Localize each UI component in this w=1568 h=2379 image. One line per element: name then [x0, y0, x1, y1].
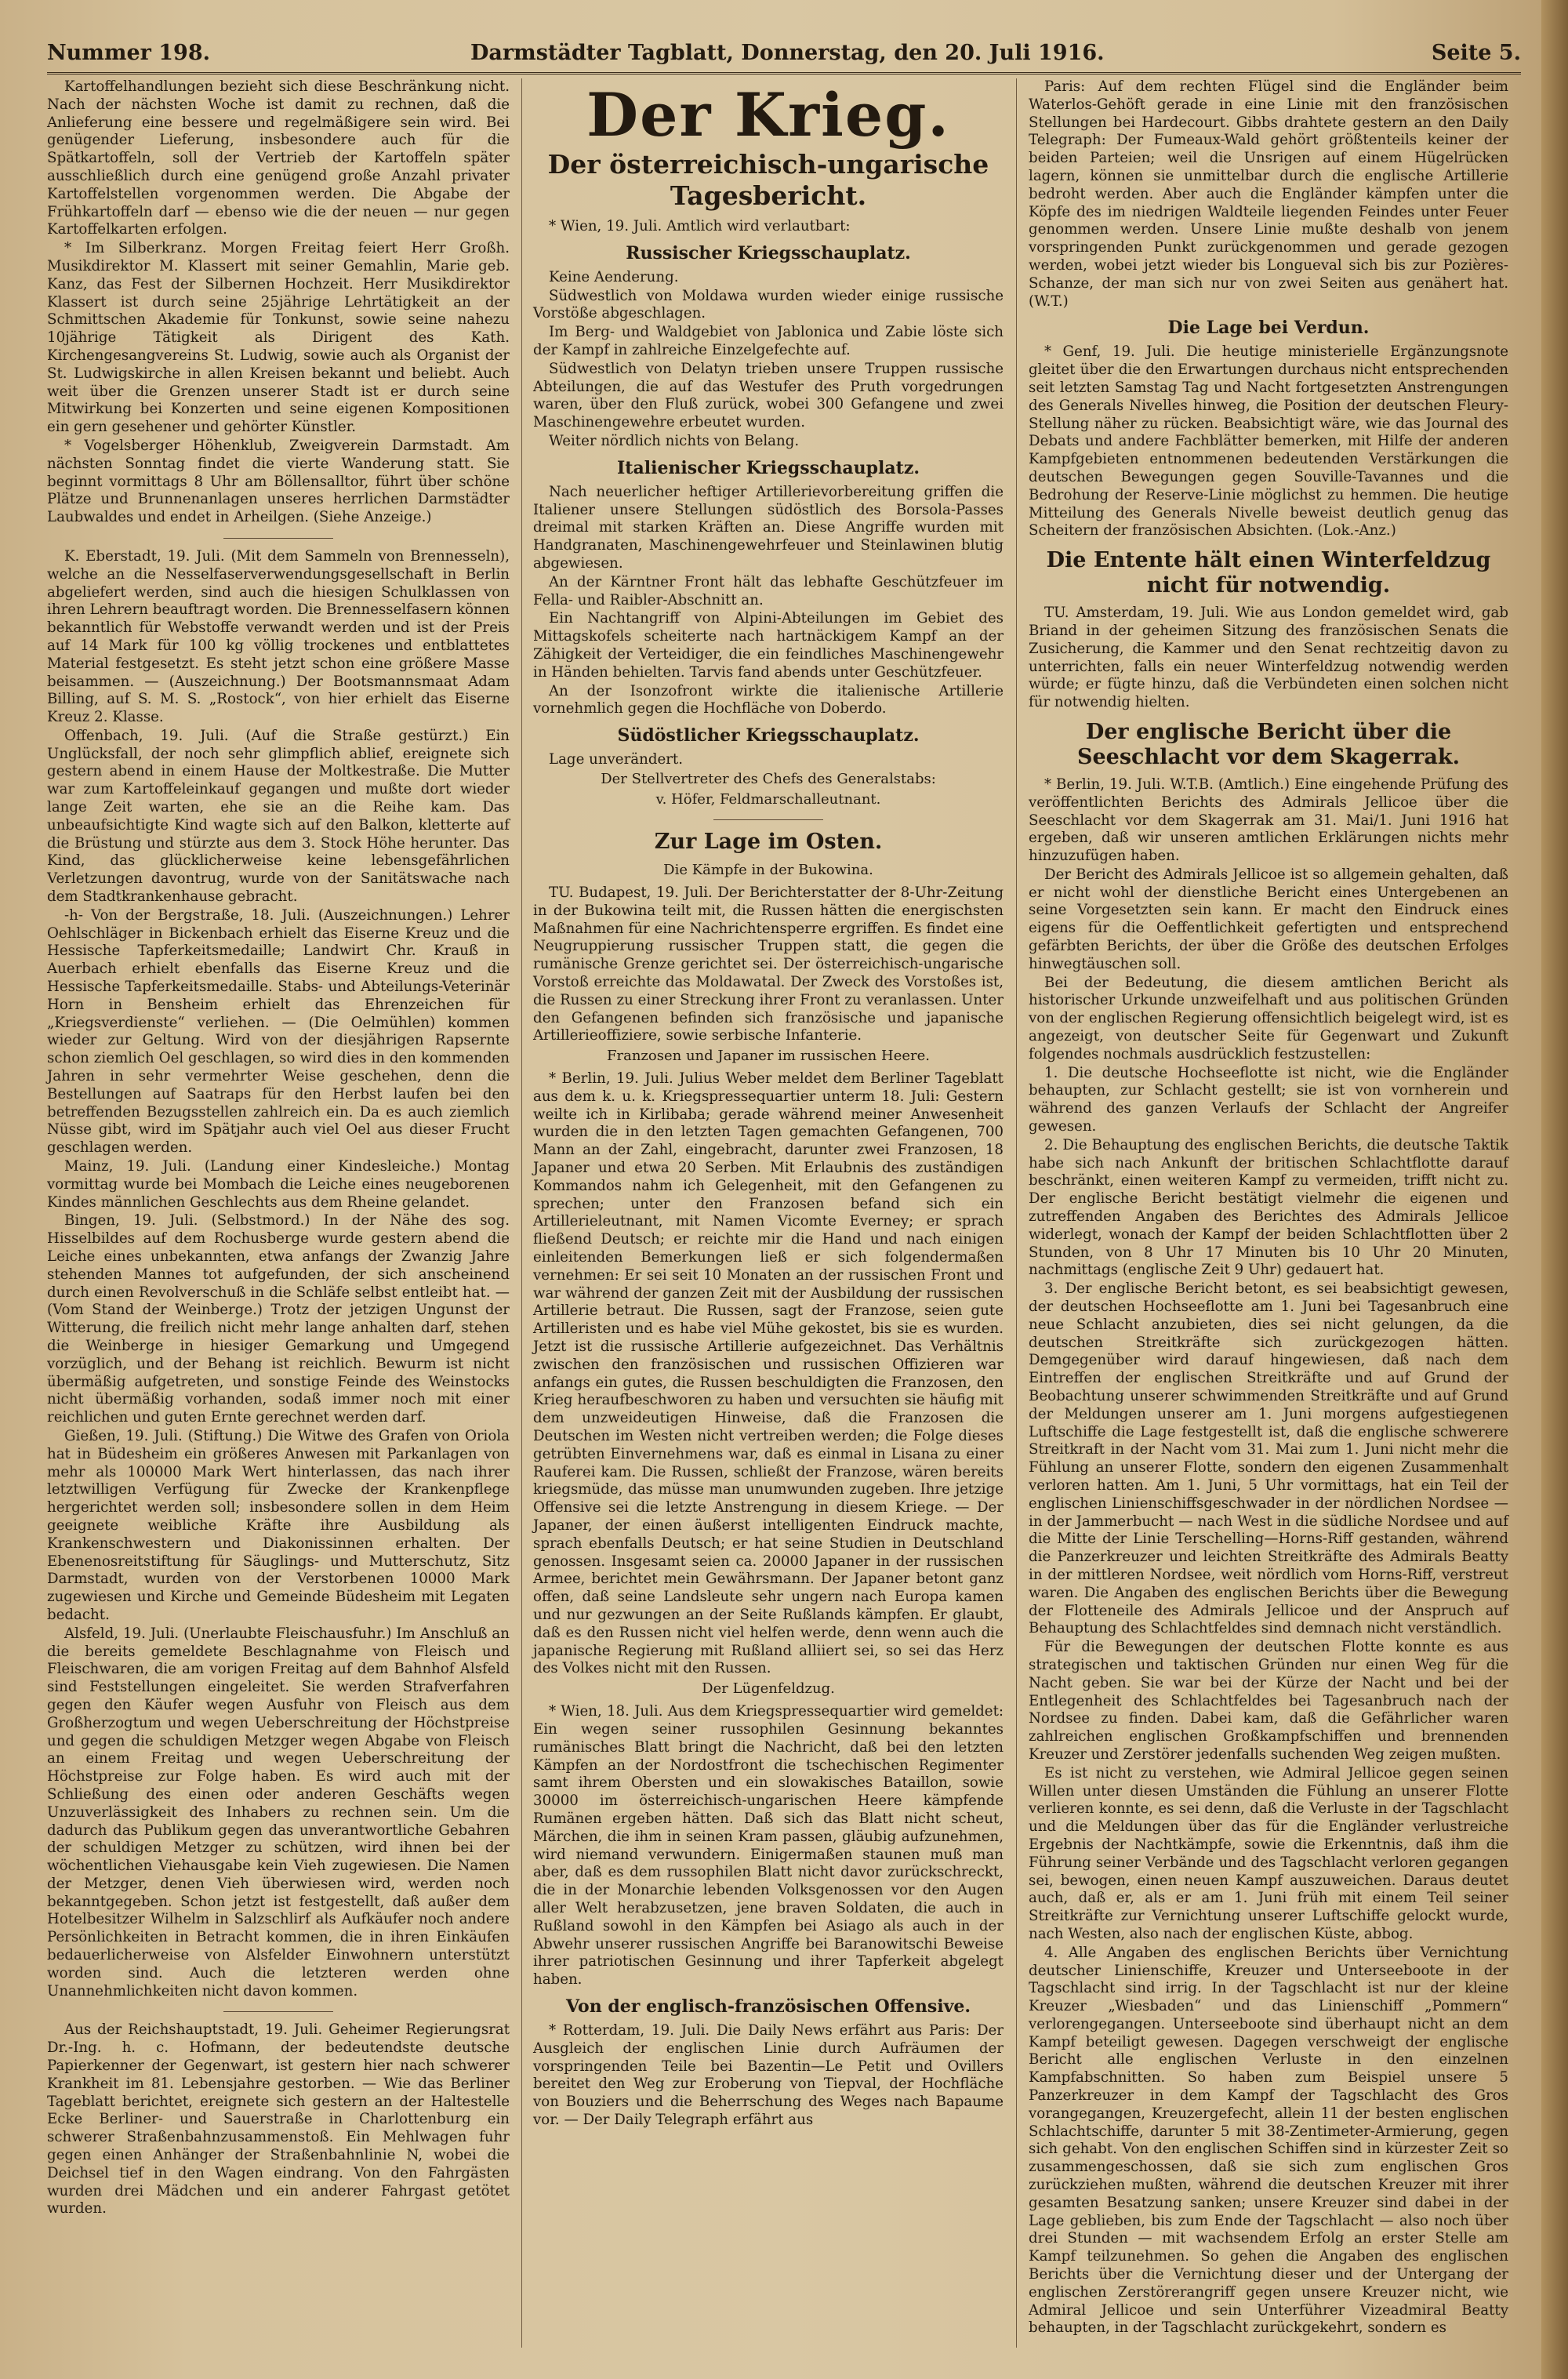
paragraph: Es ist nicht zu verstehen, wie Admiral Jellicoe gegen seinen Willen unter diesen Umständen die Fühlung an unserer Flotte verlieren konnte, es sei denn, daß die Verluste in der Tagschlacht und die Meldungen über das für die Engländer verlustreiche Ergebnis der Nachtkämpfe, sowie die Erkenntnis, daß ihm die Führung seiner Verbände und des Tagschlacht verloren gegangen sei, bewogen, einen neuen Kampf auszuweichen. Daraus deutet auch, daß er, als er am 1. Juni früh mit einem Teil seiner Streitkräfte zur Vernichtung unserer Luftschiffe gelockt wurde, nach Westen, also nach der englischen Küste, abbog. [1029, 1764, 1508, 1942]
divider [223, 2011, 333, 2012]
article-vogelsberger: * Vogelsberger Höhenklub, Zweigverein Darmstadt. Am nächsten Sonntag findet die vierte Wanderung statt. Sie beginnt vormittags 8 Uhr am Böllensalltor, führt über schöne Plätze und Brunnenanlagen unseres herrlichen Darmstädter Laubwaldes und endet in Arheilgen. (Siehe Anzeige.) [47, 437, 510, 526]
heading-skagerrak: Der englische Bericht über die Seeschlacht vor dem Skagerrak. [1077, 719, 1460, 769]
paragraph: TU. Budapest, 19. Juli. Der Berichterstatter der 8-Uhr-Zeitung in der Bukowina teilt mit, die Russen hätten die energischsten Maßnahmen für eine Nachrichtensperre ergriffen. Es findet eine Neugruppierung russischer Truppen statt, die gegen die rumänische Grenze gerichtet sei. Der österreichisch-ungarische Vorstoß erreichte das Moldawatal. Der Zweck des Vorstoßes ist, die Russen zu einer Streckung ihrer Front zu veranlassen. Unter den Gefangenen befinden sich französische und japanische Artillerieoffiziere, sowie serbische Infanterie. [533, 884, 1004, 1044]
paragraph: Nach neuerlicher heftiger Artillerievorbereitung griffen die Italiener unsere Stellungen südöstlich des Borsola-Passes dreimal mit starken Kräften an. Diese Angriffe wurden mit Handgranaten, Maschinengewehrfeuer und Steinlawinen blutig abgewiesen. [533, 483, 1004, 572]
paragraph: * Berlin, 19. Juli. W.T.B. (Amtlich.) Eine eingehende Prüfung des veröffentlichten Berichts des Admirals Jellicoe über die Seeschlacht vor dem Skagerrak am 31. Mai/1. Juni 1916 hat ergeben, daß wir unseren amtlichen Erklärungen nichts mehr hinzuzufügen haben. [1029, 775, 1508, 865]
article-alsfeld: Alsfeld, 19. Juli. (Unerlaubte Fleischausfuhr.) Im Anschluß an die bereits gemeldete Beschlagnahme von Fleisch und Fleischwaren, die am vorigen Freitag auf dem Bahnhof Alsfeld sind Feststellungen eingeleitet. Sie werden Strafverfahren gegen den Käufer wegen Ausfuhr von Fleisch aus dem Großherzogtum und wegen Ueberschreitung der Höchstpreise und gegen die schuldigen Metzger wegen Abgabe von Fleisch an einem Freitag und wegen Ueberschreitung der Höchstpreise zur Folge haben. Es wird auch mit der Schließung des einen oder anderen Geschäfts wegen Unzuverlässigkeit des Inhabers zu rechnen sein. Um die dadurch das Publikum gegen das unverantwortliche Gebahren der schuldigen Metzger zu schützen, wird ihnen bei der wöchentlichen Viehausgabe kein Vieh zugewiesen. Die Namen der Metzger, denen Vieh überwiesen wird, werden noch bekanntgegeben. Schon jetzt ist festgestellt, daß außer dem Hotelbesitzer Wilhelm in Salzschlirf als Aufkäufer noch andere Persönlichkeiten in Betracht kommen, die in ihren Einkäufen bedauerlicherweise von Alsfelder Einwohnern unterstützt worden sind. Auch die letzteren werden ohne Unannehmlichkeiten nicht davon kommen. [47, 1625, 510, 1999]
paragraph: Ein Nachtangriff von Alpini-Abteilungen im Gebiet des Mittagskofels scheiterte nach hartnäckigem Kampf an der Zähigkeit der Verteidiger, die ein feindliches Maschinengewehr in Händen behielten. Tarvis fand abends unter Geschützfeuer. [533, 610, 1004, 681]
heading-verdun: Die Lage bei Verdun. [1167, 318, 1370, 339]
article-eberstadt: K. Eberstadt, 19. Juli. (Mit dem Sammeln von Brennesseln), welche an die Nesselfaserverwendungsgesellschaft in Berlin abgeliefert werden, sind auch die hiesigen Schulklassen von ihren Lehrern beauftragt worden. Die Brennesselfasern können bekanntlich für Webstoffe verwandt werden und ist der Preis auf 14 Mark für 100 kg völlig trockenes und entblattetes Material festgesetzt. Es steht jetzt schon eine größere Masse beisammen. — (Auszeichnung.) Der Bootsmannsmaat Adam Billing, auf S. M. S. „Rostock“, von hier erhielt das Eiserne Kreuz 2. Klasse. [47, 547, 510, 726]
paragraph: An der Isonzofront wirkte die italienische Artillerie vornehmlich gegen die Hochfläche von Doberdo. [533, 682, 1004, 717]
page-spine-edge [1541, 0, 1568, 2379]
paragraph: 4. Alle Angaben des englischen Berichts über Vernichtung deutscher Linienschiffe, Kreuzer und Unterseeboote in der Tagschlacht sind irrig. In der Tagschlacht ist nur der kleine Kreuzer „Wiesbaden“ und das Linienschiff „Pommern“ verlorengegangen. Unterseeboote sind überhaupt nicht an dem Kampf beteiligt gewesen. Dagegen verschweigt der englische Bericht alle englischen Verluste in den einzelnen Kampfabschnitten. So haben zum Beispiel unsere 5 Panzerkreuzer in dem Kampf der Tagschlacht des Gros vorangegangen, Kreuzergefecht, allein 11 der besten englischen Schlachtschiffe, darunter 5 mit 38-Zentimeter-Armierung, gegen sich gehabt. Von den englischen Schiffen sind in kürzester Zeit so zusammengeschossen, daß sie sich zum englischen Gros zurückziehen mußten, während die deutschen Kreuzer mit ihrer gesamten Besatzung sanken; unsere Kreuzer sind dabei in der Lage geblieben, bis zum Ende der Tagschlacht — also noch über drei Stunden — mit wachsendem Erfolg an erster Stelle am Kampf teilzunehmen. So gehen die Angaben des englischen Berichts über die Vernichtung dieser und der Untergang der englischen Zerstörerangriff gegen unsere Kreuzer nicht, wie Admiral Jellicoe und sein Unterführer Vizeadmiral Beatty behaupten, in der Tagschlacht zurückgekehrt, sondern es [1029, 1944, 1508, 2337]
column-rule-1 [521, 78, 522, 2348]
paragraph: 2. Die Behauptung des englischen Berichts, die deutsche Taktik habe sich nach Ankunft der britischen Schlachtflotte darauf beschränkt, einen weiteren Kampf zu vermeiden, trifft nicht zu. Der englische Bericht bestätigt vielmehr die eigenen und zutreffenden Angaben des Berichtes des Admirals Jellicoe widerlegt, wonach der Kampf der beiden Schlachtflotten über 2 Stunden, von 8 Uhr 17 Minuten bis 10 Uhr 20 Minuten, nachmittags (englische Zeit 9 Uhr) gedauert hat. [1029, 1136, 1508, 1279]
heading-winterfeldzug: Die Entente hält einen Winterfeldzug nicht für notwendig. [1046, 548, 1491, 598]
divider [713, 819, 823, 820]
paragraph: 3. Der englische Bericht betont, es sei beabsichtigt gewesen, der deutschen Hochseeflotte am 1. Juni bei Tagesanbruch eine neue Schlacht anzubieten, dies sei nicht gelungen, da die deutschen Streitkräfte sich zurückgezogen hätten. Demgegenüber wird darauf hingewiesen, daß nach dem Eintreffen der englischen Streitkräfte und auf Grund der Beobachtung unserer schwimmenden Streitkräfte und auf Grund der Meldungen unserer am 1. Juni morgens aufgestiegenen Luftschiffe die Lage festgestellt ist, daß die englische schwerere Streitkraft in der Nacht vom 31. Mai zum 1. Juni nicht mehr die Fühlung an unserer Flotte, sondern den eigenen Zusammenhalt verloren hatten. Am 1. Juni, 5 Uhr vormittags, hat ein Teil der englischen Linienschiffsgeschwader in der nördlichen Nordsee — in der Jammerbucht — nach West in die südliche Nordsee und auf die Mitte der Linie Terschelling—Horns-Riff gestanden, während die Panzerkreuzer und leichten Streitkräfte des Admirals Beatty in der mittleren Nordsee, weit nördlich vom Horns-Riff, verstreut waren. Die Angaben des englischen Berichts über die Bewegung der Flotteneile des Admirals Jellicoe und der Anspruch auf Behauptung des Schlachtfeldes sind demnach nicht verständlich. [1029, 1280, 1508, 1637]
article-bingen: Bingen, 19. Juli. (Selbstmord.) In der Nähe des sog. Hisselbildes auf dem Rochusberge wurde gestern abend die Leiche eines unbekannten, etwa anfangs der Zwanzig Jahre stehenden Mannes tot aufgefunden, der sich anscheinend durch einen Revolverschuß in die Schläfe selbst entleibt hat. — (Vom Stand der Weinberge.) Trotz der jetzigen Ungunst der Witterung, die freilich nicht mehr lange anhalten darf, stehen die Weinberge in hiesiger Gemarkung und Umgegend vorzüglich, und der Behang ist reichlich. Bewurm ist nicht übermäßig aufgetreten, und sonstige Feinde des Weinstocks nicht übermäßig vorhanden, sodaß immer noch mit einer reichlichen und guten Ernte gerechnet werden darf. [47, 1212, 510, 1426]
article-kartoffel: Kartoffelhandlungen bezieht sich diese Beschränkung nicht. Nach der nächsten Woche ist damit zu rechnen, daß die Anlieferung eine bessere und regelmäßigere sein wird. Bei genügender Lieferung, insbesondere auch für die Spätkartoffeln, soll der Vertrieb der Kartoffeln später ausschließlich durch eine genügend große Anzahl privater Kartoffelstellen vorgenommen werden. Die Abgabe der Frühkartoffeln darf — ebenso wie die der neuen — nur gegen Kartoffelkarten erfolgen. [47, 78, 510, 238]
article-offenbach: Offenbach, 19. Juli. (Auf die Straße gestürzt.) Ein Unglücksfall, der noch sehr glimpflich ablief, ereignete sich gestern abend in einem Hause der Moltkestraße. Die Mutter war zum Kartoffeleinkauf gegangen und mußte dort wieder lange Zeit warten, ehe sie an die Reihe kam. Das unbeaufsichtigte Kind wagte sich auf den Balkon, kletterte auf die Brüstung und stürzte aus dem 3. Stock Höhe herunter. Das Kind, das glücklicherweise keine lebensgefährlichen Verletzungen davontrug, wurde von der Sanitätswache nach dem Stadtkrankenhause gebracht. [47, 727, 510, 906]
heading-offensive: Von der englisch-französischen Offensive. [565, 1996, 971, 2017]
paragraph: Südwestlich von Delatyn trieben unsere Truppen russische Abteilungen, die auf das Westufer des Pruth vorgedrungen waren, über den Fluß zurück, wobei 300 Gefangene und zwei Maschinengewehre erbeutet wurden. [533, 360, 1004, 431]
paragraph: Bei der Bedeutung, die diesem amtlichen Bericht als historischer Urkunde unzweifelhaft und aus politischen Gründen von der englischen Regierung offensichtlich beigelegt wird, ist es angezeigt, von deutscher Seite für Gegenwart und Zukunft folgendes nochmals ausdrücklich festzustellen: [1029, 974, 1508, 1062]
paragraph: 1. Die deutsche Hochseeflotte ist nicht, wie die Engländer behaupten, zur Schlacht gestellt; sie ist von vornherein und während des ganzen Verlaufs der Schlacht der Angreifer gewesen. [1029, 1064, 1508, 1135]
paragraph: An der Kärntner Front hält das lebhafte Geschützfeuer im Fella- und Raibler-Abschnitt an. [533, 573, 1004, 608]
heading-italian-front: Italienischer Kriegsschauplatz. [617, 457, 920, 478]
section-title-der-krieg: Der Krieg. [586, 80, 950, 150]
article-mainz: Mainz, 19. Juli. (Landung einer Kindesleiche.) Montag vormittag wurde bei Mombach die Leiche eines neugeborenen Kindes männlichen Geschlechts aus dem Rheine gelandet. [47, 1158, 510, 1211]
paragraph: * Genf, 19. Juli. Die heutige ministerielle Ergänzungsnote gleitet über die den Erwartungen durchaus nicht entsprechenden seit letzten Samstag Tag und Nacht fortgesetzten Anstrengungen des Generals Nivelles hinweg, die Position der deutschen Fleury-Stellung näher zu rücken. Beabsichtigt wäre, wie das Journal des Debats und andere Fachblätter bemerken, mit Hilfe der anderen Kampfgebieten entnommenen bedeutenden Verstärkungen die deutschen Bewegungen gegen Souville-Tavannes und die Bedrohung der Reserve-Linie möglichst zu hemmen. Die heutige Mitteilung des Generals Nivelle beweist deutlich genug das Scheitern der französischen Absichten. (Lok.-Anz.) [1029, 343, 1508, 539]
paragraph: * Berlin, 19. Juli. Julius Weber meldet dem Berliner Tageblatt aus dem k. u. k. Kriegspressequartier unterm 18. Juli: Gestern weilte ich in Kirlibaba; gerade während meiner Anwesenheit wurden die in den letzten Tagen gemachten Gefangenen, 700 Mann an der Zahl, eingebracht, darunter zwei Franzosen, 18 Japaner und etwa 20 Serben. Mit Erlaubnis des zuständigen Kommandos nahm ich Gelegenheit, mit den Gefangenen zu sprechen; unter den Franzosen befand sich ein Artillerieleutnant, mit Namen Vicomte Everney; er sprach fließend Deutsch; er reichte mir die Hand und nach einigen einleitenden Bemerkungen ließ er sich folgendermaßen vernehmen: Er sei seit 10 Monaten an der russischen Front und war während der ganzen Zeit mit der Ausbildung der russischen Artillerie betraut. Die Russen, sagt der Franzose, seien gute Artilleristen und es habe viel Mühe gekostet, bis sie es wurden. Jetzt ist die russische Artillerie aufgezeichnet. Das Verhältnis zwischen den französischen und russischen Offizieren war anfangs ein gutes, die Russen beschuldigten die Franzosen, den Krieg heraufbeschworen zu haben und versuchten sie häufig mit dem unzweideutigen Hinweise, daß die Franzosen die Deutschen im Westen nicht vertreiben werden; die Folge dieses getrübten Einvernehmens war, daß es einmal in Lisana zu einer Rauferei kam. Die Russen, schließt der Franzose, wären bereits kriegsmüde, das müsse man unumwunden zugeben. Ihre jetzige Offensive sei die letzte Anstrengung in diesem Kriege. — Der Japaner, der einen äußerst intelligenten Eindruck machte, sprach ebenfalls Deutsch; er hat seine Studien in Deutschland genossen. Insgesamt seien ca. 20000 Japaner in der russischen Armee, berichtet mein Gewährsmann. Der Japaner betont ganz offen, daß seine Landsleute sehr ungern nach Europa kamen und nur gezwungen an der Seite Rußlands kämpfen. Er glaubt, daß es den Russen nicht viel helfen werde, denn wenn auch die japanische Regierung mit Rußland alliiert sei, so sei das Herz des Volkes nicht mit den Russen. [533, 1070, 1004, 1677]
heading-southeast-front: Südöstlicher Kriegsschauplatz. [617, 725, 920, 746]
paragraph: Der Bericht des Admirals Jellicoe ist so allgemein gehalten, daß er nicht wohl der dienstliche Bericht eines Untergebenen an seine Vorgesetzten sein kann. Er macht den Eindruck eines eigens für die Oeffentlichkeit gefertigten und entsprechend gefärbten Berichts, der über die Größe des deutschen Erfolges hinwegtäuschen soll. [1029, 866, 1508, 972]
heading-lage-im-osten: Zur Lage im Osten. [654, 829, 883, 854]
article-giessen: Gießen, 19. Juli. (Stiftung.) Die Witwe des Grafen von Oriola hat in Büdesheim ein größeres Anwesen mit Parkanlagen von mehr als 100000 Mark Wert hinterlassen, das nach ihrer letztwilligen Verfügung für Zwecke der Krankenpflege hergerichtet werden soll; insbesondere sollen in dem Heim geeignete weibliche Kräfte ihre Ausbildung als Krankenschwestern und Diakonissinnen erhalten. Der Ebenenosreitstiftung für Säuglings- und Mutterschutz, Sitz Darmstadt, wurden von der Verstorbenen 10000 Mark zugewiesen und Kirche und Gemeinde Büdesheim mit Legaten bedacht. [47, 1427, 510, 1623]
article-reichshauptstadt: Aus der Reichshauptstadt, 19. Juli. Geheimer Regierungsrat Dr.-Ing. h. c. Hofmann, der bedeutendste deutsche Papierkenner der Gegenwart, ist gestern hier nach schwerer Krankheit im 81. Lebensjahre gestorben. — Wie das Berliner Tageblatt berichtet, ereignete sich gestern an der Haltestelle Ecke Berliner- und Sauerstraße in Charlottenburg ein schwerer Straßenbahnzusammenstoß. Ein Mehlwagen fuhr gegen einen Anhänger der Straßenbahnlinie N, wobei die Deichsel tief in den Wagen eindrang. Von den Fahrgästen wurden drei Mädchen und ein anderer Fahrgast getötet wurden. [47, 2021, 510, 2217]
issue-number: Nummer 198. [47, 41, 211, 65]
heading-russian-front: Russischer Kriegsschauplatz. [626, 242, 911, 263]
paragraph: Im Berg- und Waldgebiet von Jablonica und Zabie löste sich der Kampf in zahlreiche Einzelgefechte auf. [533, 324, 1004, 358]
divider [223, 538, 333, 539]
report-title: Der österreichisch-ungarische Tagesbericht. [547, 149, 989, 211]
paragraph: Paris: Auf dem rechten Flügel sind die Engländer beim Waterlos-Gehöft gerade in eine Linie mit den französischen Stellungen bei Hardecourt. Gibbs drahtete gestern an den Daily Telegraph: Der Fumeaux-Wald gehört größtenteils keiner der beiden Parteien; weil die Unsrigen auf einem Hügelrücken lagern, können sie unmittelbar durch die englische Artillerie bedroht werden. Aber auch die Engländer kämpfen unter die Köpfe des im niedrigen Waldteile liegenden Feindes unter Feuer genommen werden. Unsere Linie mußte deshalb von jenem vorspringenden Punkt zurückgenommen und gerade gezogen werden, wobei jetzt wieder bis Longueval sich bis zur Pozières-Schanze, der man sich nur von zwei Seiten aus genähert hat. (W.T.) [1029, 78, 1508, 310]
subheading-luegenfeldzug: Der Lügenfeldzug. [702, 1680, 835, 1698]
paragraph: Für die Bewegungen der deutschen Flotte konnte es aus strategischen und taktischen Gründen nur einen Weg für die Nacht geben. Sie war bei der Kürze der Nacht und bei der Entlegenheit des Schlachtfeldes bei Tagesanbruch nach der Nordsee zu finden. Dabei kam, daß die Gefährlicher waren zahlreichen englischen Großkampfschiffen und brennenden Kreuzer und Zerstörer jedenfalls suchenden Weg zeigen mußten. [1029, 1639, 1508, 1763]
article-silberkranz: * Im Silberkranz. Morgen Freitag feiert Herr Großh. Musikdirektor M. Klassert mit seiner Gemahlin, Marie geb. Kanz, das Fest der Silbernen Hochzeit. Herr Musikdirektor Klassert ist durch seine 25jährige Lehrtätigkeit an der Schmittschen Akademie für Tonkunst, sowie seine nahezu 10jährige Tätigkeit als Dirigent des Kath. Kirchengesangvereins St. Ludwig, sowie auch als Organist der St. Ludwigskirche in allen Kreisen bekannt und beliebt. Auch weit über die Grenzen unserer Stadt ist er durch seine Mitwirkung bei Konzerten und seine eigenen Kompositionen ein gern gesehener und gehörter Künstler. [47, 240, 510, 436]
column-war-news [533, 78, 1004, 2130]
paragraph: TU. Amsterdam, 19. Juli. Wie aus London gemeldet wird, gab Briand in der geheimen Sitzung des französischen Senats die Zusicherung, die Kammer und den Senat rechtzeitig davon zu unterrichten, falls ein neuer Winterfeldzug notwendig werden würde; er fügte hinzu, daß die Verbündeten einen solchen nicht für notwendig hielten. [1029, 605, 1508, 711]
report-intro: * Wien, 19. Juli. Amtlich wird verlautbart: [549, 218, 851, 234]
paragraph: Weiter nördlich nichts von Belang. [549, 432, 800, 449]
subheading-franzosen-japaner: Franzosen und Japaner im russischen Heere. [607, 1048, 930, 1065]
paragraph: Keine Aenderung. [549, 268, 679, 285]
signature-line: Der Stellvertreter des Chefs des Generalstabs: [601, 770, 936, 787]
column-local-news [47, 78, 510, 2219]
page-header [47, 41, 1521, 74]
paragraph: Südwestlich von Moldawa wurden wieder einige russische Vorstöße abgeschlagen. [533, 287, 1004, 322]
signature-name: v. Höfer, Feldmarschalleutnant. [655, 790, 881, 808]
column-war-news-continued [1029, 78, 1508, 2338]
subheading-bukowina: Die Kämpfe in der Bukowina. [663, 861, 873, 878]
column-rule-2 [1016, 78, 1017, 2348]
paragraph: * Rotterdam, 19. Juli. Die Daily News erfährt aus Paris: Der Ausgleich der englischen Linie durch Aufräumen der vorspringenden Teile bei Bazentin—Le Petit und Ovillers bereitet den Weg zur Eroberung von Tiepval, der Hochfläche von Bouziers und die Beherrschung des Weges nach Bapaume vor. — Der Daily Telegraph erfährt aus [533, 2021, 1004, 2128]
article-bergstrasse: -h- Von der Bergstraße, 18. Juli. (Auszeichnungen.) Lehrer Oehlschläger in Bickenbach erhielt das Eiserne Kreuz und die Hessische Tapferkeitsmedaille; Landwirt Chr. Krauß in Auerbach erhielt ebenfalls das Eiserne Kreuz und die Hessische Tapferkeitsmedaille. Stabs- und Abteilungs-Veterinär Horn in Bensheim erhielt das Ehrenzeichen für „Kriegsverdienste“ verliehen. — (Die Oelmühlen) kommen wieder zur Geltung. Wird von der diesjährigen Rapsernte schon ziemlich Oel geschlagen, so wird dies in den kommenden Jahren in sehr vermehrter Weise geschehen, denn die Bestellungen auf Saatraps für den Herbst laufen bei den betreffenden Bezugsstellen zahlreich ein. Da es auch ziemlich Nüsse gibt, wird im Spätjahr auch viel Oel aus dieser Frucht geschlagen werden. [47, 906, 510, 1157]
masthead-line: Darmstädter Tagblatt, Donnerstag, den 20. Juli 1916. [470, 41, 1105, 65]
page-number: Seite 5. [1431, 41, 1521, 65]
paragraph: * Wien, 18. Juli. Aus dem Kriegspressequartier wird gemeldet: Ein wegen seiner russophilen Gesinnung bekanntes rumänisches Blatt bringt die Nachricht, daß bei den letzten Kämpfen an der Nordostfront die tschechischen Regimenter samt ihrem Obersten und ein slowakisches Bataillon, sowie 30000 im österreichisch-ungarischen Heere kämpfende Rumänen ergeben hätten. Daß sich das Blatt nicht scheut, Märchen, die ihm in seinen Kram passen, gläubig aufzunehmen, wird niemand verwundern. Einigermaßen staunen muß man aber, daß es dem russophilen Blatt nicht davor zurückschreckt, die in der Monarchie lebenden Volksgenossen vor den Augen aller Welt herabzusetzen, jene braven Soldaten, die auch in Rußland sowohl in den Kämpfen bei Asiago als auch in der Abwehr unserer russischen Angriffe bei Baranowitschi Beweise ihrer patriotischen Gesinnung und ihrer Tapferkeit abgelegt haben. [533, 1703, 1004, 1989]
paragraph: Lage unverändert. [549, 751, 684, 768]
